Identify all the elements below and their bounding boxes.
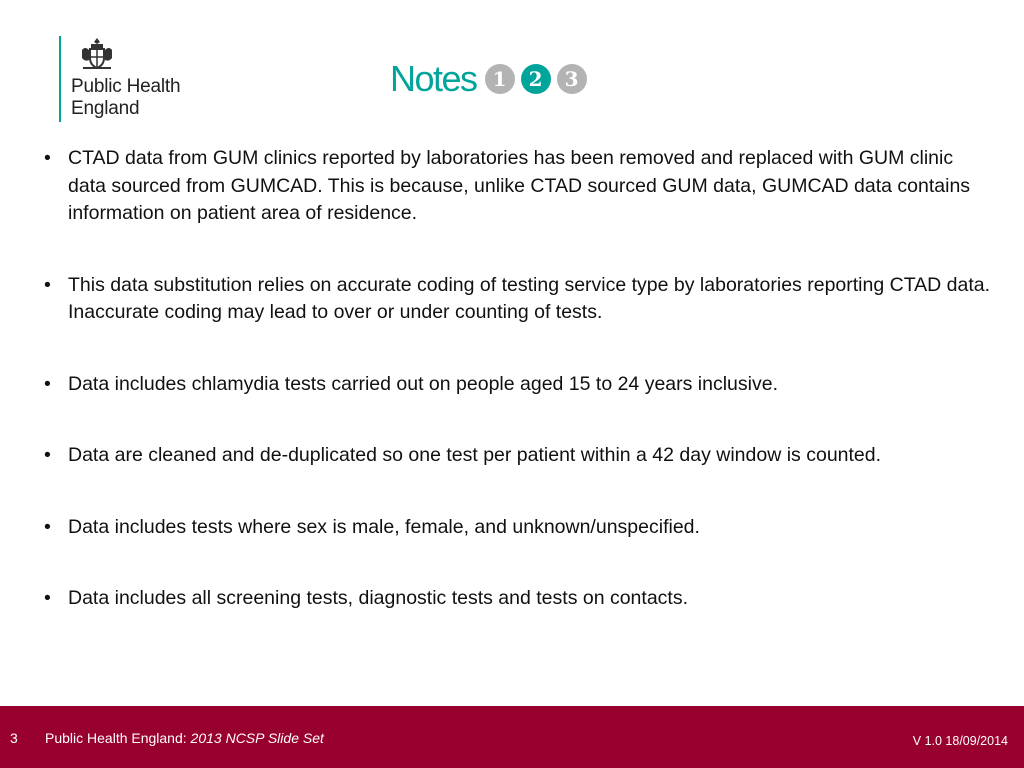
bullet-icon: • xyxy=(44,587,51,609)
note-text: CTAD data from GUM clinics reported by laboratories has been removed and replaced with GUM clinic data sourced from GUMCAD. This is because, unlike CTAD sourced GUM data, GUMCAD data contains information on patient area of residence. xyxy=(68,147,971,224)
list-item xyxy=(42,442,992,470)
list-item xyxy=(42,585,992,613)
list-item xyxy=(42,272,992,327)
list-item xyxy=(42,145,992,228)
bullet-icon: • xyxy=(44,372,51,395)
list-item xyxy=(42,371,992,399)
list-item xyxy=(42,514,992,542)
title-text: Notes xyxy=(390,58,477,99)
page-indicator-2: 2 xyxy=(521,64,551,94)
bullet-icon: • xyxy=(44,273,51,296)
note-text: Data includes tests where sex is male, female, and unknown/unspecified. xyxy=(68,515,700,538)
note-text: Data includes all screening tests, diagnostic tests and tests on contacts. xyxy=(68,587,689,609)
note-text: Data are cleaned and de-duplicated so one test per patient within a 42 day window is counted. xyxy=(68,444,882,466)
notes-list xyxy=(42,145,992,657)
phe-logo xyxy=(59,36,219,126)
royal-crest-icon xyxy=(79,36,115,70)
footer-source xyxy=(45,730,324,746)
note-text: Data includes chlamydia tests carried out on people aged 15 to 24 years inclusive. xyxy=(68,372,778,395)
bullet-icon: • xyxy=(44,444,51,466)
slide-number: 3 xyxy=(10,730,18,746)
note-text: This data substitution relies on accurate coding of testing service type by laboratories reporting CTAD data. Inaccurate coding may lead to over or under counting of tests. xyxy=(68,273,991,323)
bullet-icon: • xyxy=(44,147,51,169)
logo-line-1: Public Health xyxy=(71,76,181,97)
logo-divider xyxy=(59,36,61,122)
footer-version: V 1.0 18/09/2014 xyxy=(912,734,1008,748)
footer-slide-set: 2013 NCSP Slide Set xyxy=(190,730,324,746)
page-indicator-3: 3 xyxy=(557,64,587,94)
logo-line-2: England xyxy=(71,98,140,119)
page-indicator-1: 1 xyxy=(485,64,515,94)
slide-title xyxy=(390,54,593,104)
slide-footer xyxy=(0,706,1024,768)
footer-org: Public Health England: xyxy=(45,730,191,746)
bullet-icon: • xyxy=(44,515,51,538)
